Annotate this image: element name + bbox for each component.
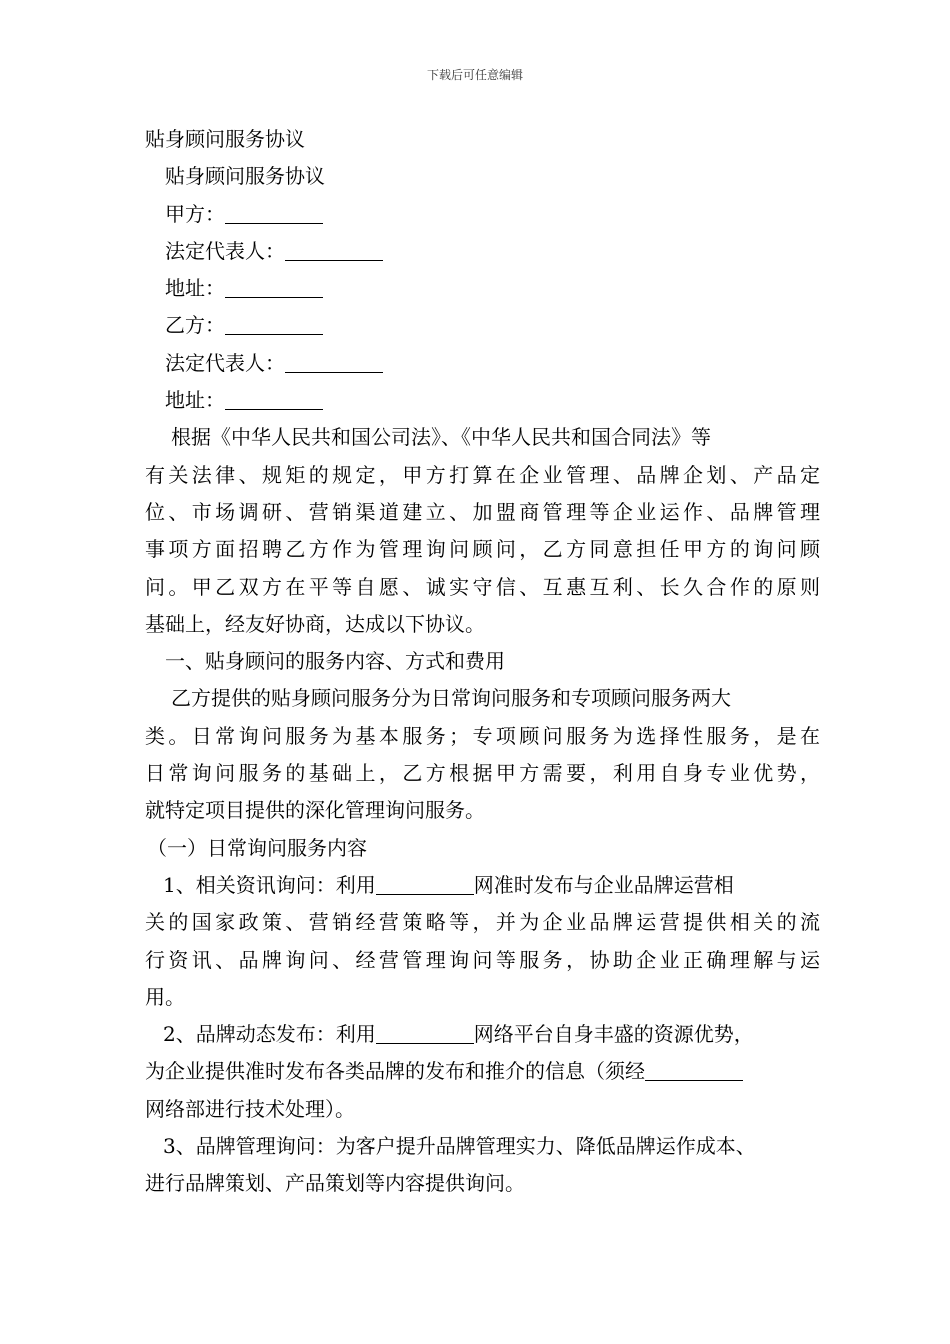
item-2-prefix: 2、品牌动态发布：利用 — [163, 1022, 376, 1047]
item-2-line2-blank — [645, 1058, 743, 1081]
document-subtitle: 贴身顾问服务协议 — [165, 164, 325, 189]
section-intro-line: 类。日常询问服务为基本服务；专项顾问服务为选择性服务，是在 — [145, 723, 820, 748]
section-intro-line: 乙方提供的贴身顾问服务分为日常询问服务和专项顾问服务两大 — [171, 686, 731, 711]
page-header: 下载后可任意编辑 — [426, 68, 523, 82]
address-a-label: 地址： — [165, 276, 225, 301]
item-2-suffix: 网络平台自身丰盛的资源优势， — [473, 1022, 754, 1047]
item-2-second-line — [145, 1053, 820, 1090]
document-body — [145, 121, 820, 1203]
address-b-line — [145, 382, 820, 419]
item-2-line2-prefix: 为企业提供准时发布各类品牌的发布和推介的信息（须经 — [145, 1059, 645, 1084]
subsection-heading: （一）日常询问服务内容 — [147, 835, 367, 860]
item-1-line: 行资讯、品牌询问、经营管理询问等服务，协助企业正确理解与运 — [145, 947, 820, 972]
item-1-blank — [376, 872, 474, 895]
document-title: 贴身顾问服务协议 — [145, 127, 305, 151]
party-a-blank — [225, 201, 323, 224]
legal-rep-b-label: 法定代表人： — [165, 350, 285, 375]
party-b-label: 乙方： — [165, 313, 225, 338]
section-heading: 一、贴身顾问的服务内容、方式和费用 — [165, 649, 505, 674]
party-a-line — [145, 196, 820, 233]
item-1-prefix: 1、相关资讯询问：利用 — [163, 872, 376, 897]
item-2-blank — [376, 1021, 474, 1044]
preamble-line: 事项方面招聘乙方作为管理询问顾问，乙方同意担任甲方的询问顾 — [145, 537, 820, 562]
party-a-label: 甲方： — [165, 201, 225, 226]
preamble-line: 问。甲乙双方在平等自愿、诚实守信、互惠互利、长久合作的原则 — [145, 574, 820, 599]
item-1-line: 关的国家政策、营销经营策略等，并为企业品牌运营提供相关的流 — [145, 910, 820, 935]
preamble-line: 有关法律、规矩的规定，甲方打算在企业管理、品牌企划、产品定 — [145, 462, 820, 487]
item-1-line: 用。 — [145, 984, 185, 1009]
item-1-first-line — [145, 867, 820, 904]
preamble-line: 位、市场调研、营销渠道建立、加盟商管理等企业运作、品牌管理 — [145, 499, 820, 524]
legal-rep-a-label: 法定代表人： — [165, 238, 285, 263]
preamble-line: 基础上，经友好协商，达成以下协议。 — [145, 611, 485, 636]
legal-rep-b-blank — [285, 350, 383, 373]
party-b-line — [145, 307, 820, 344]
section-intro-line: 日常询问服务的基础上，乙方根据甲方需要，利用自身专业优势， — [145, 761, 820, 786]
address-a-blank — [225, 275, 323, 298]
preamble-line: 根据《中华人民共和国公司法》、《中华人民共和国合同法》等 — [171, 425, 711, 450]
legal-rep-b-line — [145, 345, 820, 382]
legal-rep-a-blank — [285, 238, 383, 261]
item-2-line: 网络部进行技术处理）。 — [145, 1096, 355, 1121]
address-b-blank — [225, 387, 323, 410]
item-2-first-line — [145, 1016, 820, 1053]
party-b-blank — [225, 312, 323, 335]
item-3-line: 3、品牌管理询问：为客户提升品牌管理实力、降低品牌运作成本、 — [163, 1134, 756, 1159]
address-b-label: 地址： — [165, 388, 225, 413]
item-3-line: 进行品牌策划、产品策划等内容提供询问。 — [145, 1171, 525, 1196]
item-1-suffix: 网准时发布与企业品牌运营相 — [473, 872, 734, 897]
section-intro-line: 就特定项目提供的深化管理询问服务。 — [145, 798, 485, 823]
legal-rep-a-line — [145, 233, 820, 270]
address-a-line — [145, 270, 820, 307]
